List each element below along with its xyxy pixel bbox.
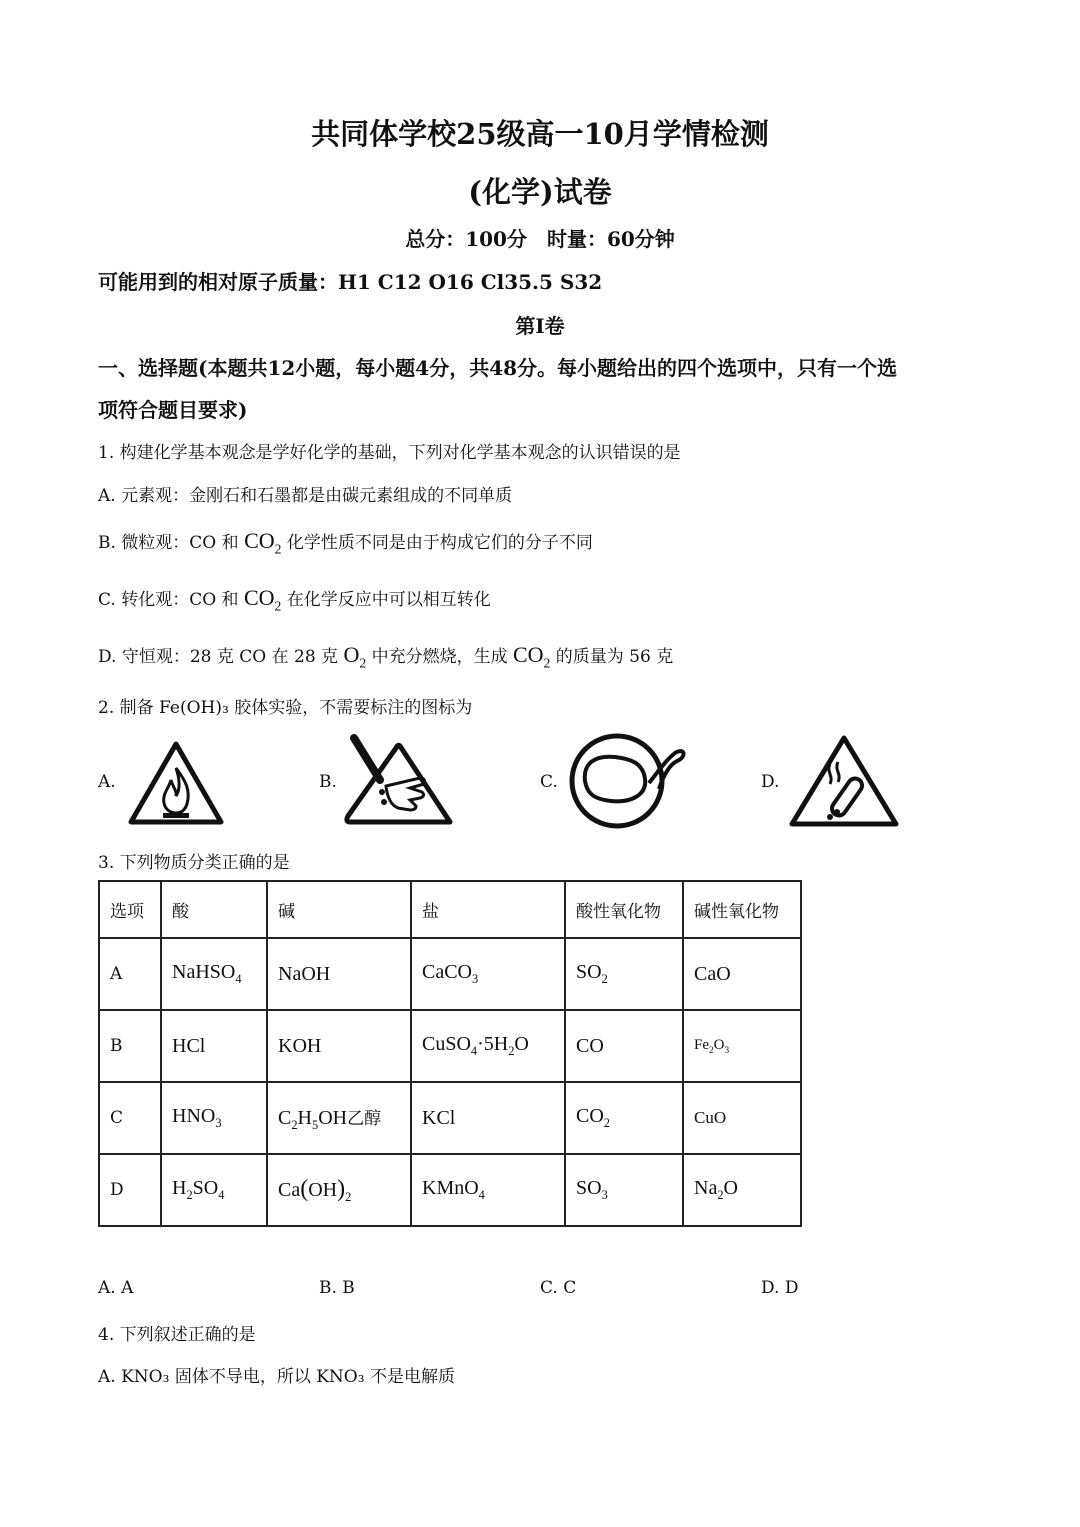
base-cell: NaOH — [267, 938, 411, 1010]
table-row — [99, 938, 801, 1010]
exam-meta: 总分：100分 时量：60分钟 — [405, 227, 675, 251]
acidic-oxide-cell: $SO_2$ — [565, 938, 683, 1010]
acidic-oxide-cell: CO — [565, 1010, 683, 1082]
table-row — [99, 1154, 801, 1226]
q1-stem: 1. 构建化学基本观念是学好化学的基础，下列对化学基本观念的认识错误的是 — [98, 443, 681, 463]
row-option: D — [99, 1154, 161, 1226]
q3-option-c: C. C — [540, 1278, 577, 1298]
exam-title: 共同体学校25级高一10月学情检测 — [311, 117, 769, 151]
table-header-row — [99, 881, 801, 938]
q3-option-b: B. B — [319, 1278, 355, 1298]
q2-label-c: C. — [540, 772, 558, 792]
acidic-oxide-cell: $CO_2$ — [565, 1082, 683, 1154]
hand-dropper-warning-icon — [340, 728, 460, 828]
q4-stem: 4. 下列叙述正确的是 — [98, 1325, 256, 1345]
atomic-masses: 可能用到的相对原子质量：H1 C12 O16 Cl35.5 S32 — [98, 270, 603, 294]
header-option: 选项 — [99, 881, 161, 938]
exam-subtitle: (化学)试卷 — [468, 175, 612, 209]
salt-cell: $CuSO_4\cdot 5H_2O$ — [411, 1010, 565, 1082]
section-heading-line1: 一、选择题(本题共12小题，每小题4分，共48分。每小题给出的四个选项中，只有一个选 — [98, 356, 898, 380]
acid-cell: $HNO_3$ — [161, 1082, 267, 1154]
hot-plate-icon — [565, 733, 690, 829]
header-salt: 盐 — [411, 881, 565, 938]
q1-option-b: B. 微粒观：CO 和 $CO_2$ 化学性质不同是由于构成它们的分子不同 — [98, 528, 593, 557]
basic-oxide-cell: $Fe_2O_3$ — [683, 1010, 801, 1082]
section-heading-line2: 项符合题目要求) — [98, 398, 248, 422]
q3-option-a: A. A — [98, 1278, 134, 1298]
q2-label-b: B. — [319, 772, 337, 792]
acidic-oxide-cell: $SO_3$ — [565, 1154, 683, 1226]
table-row — [99, 1082, 801, 1154]
basic-oxide-cell: $Na_2O$ — [683, 1154, 801, 1226]
q1-option-c: C. 转化观：CO 和 $CO_2$ 在化学反应中可以相互转化 — [98, 585, 491, 614]
row-option: B — [99, 1010, 161, 1082]
q4-option-a: A. KNO₃ 固体不导电，所以 KNO₃ 不是电解质 — [98, 1367, 455, 1387]
base-cell: KOH — [267, 1010, 411, 1082]
q2-label-a: A. — [98, 772, 116, 792]
volume-label: 第Ⅰ卷 — [515, 314, 565, 338]
acid-cell: NaHSO$_4$ — [161, 938, 267, 1010]
basic-oxide-cell: CuO — [683, 1082, 801, 1154]
row-option: C — [99, 1082, 161, 1154]
q3-option-d: D. D — [761, 1278, 799, 1298]
q1-option-a: A. 元素观：金刚石和石墨都是由碳元素组成的不同单质 — [98, 486, 513, 506]
acid-cell: HCl — [161, 1010, 267, 1082]
flame-warning-icon — [125, 738, 227, 828]
salt-cell: CaCO$_3$ — [411, 938, 565, 1010]
q2-label-d: D. — [761, 772, 780, 792]
basic-oxide-cell: CaO — [683, 938, 801, 1010]
q1-option-d: D. 守恒观：28 克 CO 在 28 克 $O_2$ 中充分燃烧，生成 $CO_2$ 的质量为 56 克 — [98, 642, 674, 671]
heating-test-tube-icon — [786, 732, 902, 830]
header-acidic-oxide: 酸性氧化物 — [565, 881, 683, 938]
header-acid: 酸 — [161, 881, 267, 938]
classification-table — [98, 880, 802, 1227]
base-cell: $C_2H_5OH$乙醇 — [267, 1082, 411, 1154]
header-base: 碱 — [267, 881, 411, 938]
header-basic-oxide: 碱性氧化物 — [683, 881, 801, 938]
q3-stem: 3. 下列物质分类正确的是 — [98, 853, 290, 873]
salt-cell: KMnO$_4$ — [411, 1154, 565, 1226]
base-cell: $Ca(OH)_2$ — [267, 1154, 411, 1226]
acid-cell: $H_2SO_4$ — [161, 1154, 267, 1226]
row-option: A — [99, 938, 161, 1010]
q2-stem: 2. 制备 Fe(OH)₃ 胶体实验，不需要标注的图标为 — [98, 698, 473, 718]
table-row — [99, 1010, 801, 1082]
salt-cell: KCl — [411, 1082, 565, 1154]
